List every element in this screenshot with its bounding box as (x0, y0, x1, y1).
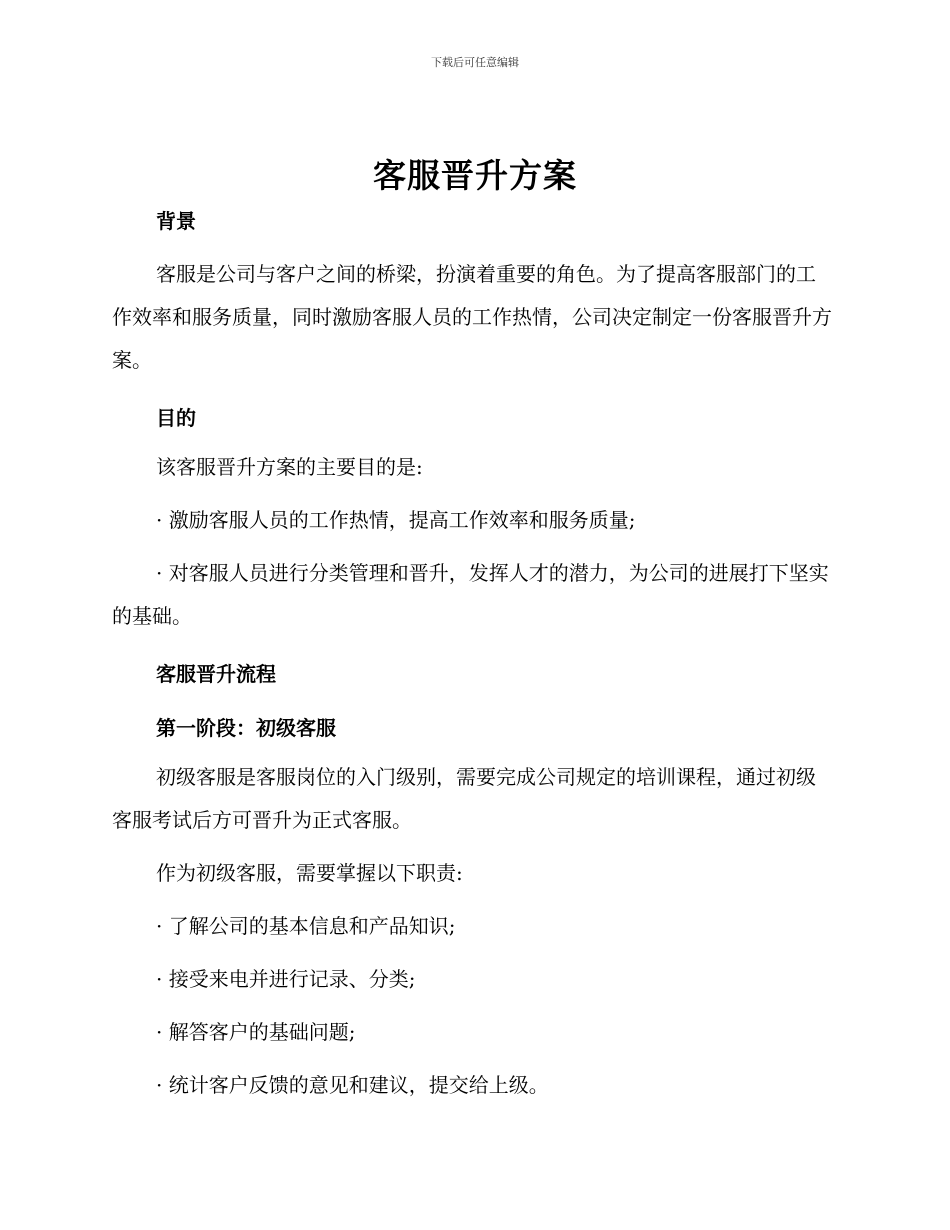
document-body (112, 203, 832, 1107)
heading-stage1: 第一阶段：初级客服 (156, 716, 336, 740)
paragraph-stage1: 初级客服是客服岗位的入门级别，需要完成公司规定的培训课程，通过初级客服考试后方可晋升为正式客服。 (112, 765, 816, 832)
list-item: · 对客服人员进行分类管理和晋升，发挥人才的潜力，为公司的进展打下坚实的基础。 (112, 561, 829, 628)
list-item: · 了解公司的基本信息和产品知识; (156, 914, 456, 938)
header-note: 下载后可任意编辑 (431, 56, 519, 69)
paragraph-purpose-intro: 该客服晋升方案的主要目的是: (156, 455, 423, 479)
list-item: · 接受来电并进行记录、分类; (156, 967, 416, 991)
list-item: · 激励客服人员的工作热情，提高工作效率和服务质量; (156, 508, 636, 532)
list-item: · 解答客户的基础问题; (156, 1020, 356, 1044)
heading-process: 客服晋升流程 (156, 662, 276, 686)
heading-purpose: 目的 (156, 406, 196, 430)
document-title: 客服晋升方案 (373, 156, 577, 195)
paragraph-background: 客服是公司与客户之间的桥梁，扮演着重要的角色。为了提高客服部门的工作效率和服务质量，同时激励客服人员的工作热情，公司决定制定一份客服晋升方案。 (112, 262, 832, 372)
paragraph-stage1-duties-intro: 作为初级客服，需要掌握以下职责: (156, 861, 463, 885)
list-item: · 统计客户反馈的意见和建议，提交给上级。 (156, 1073, 549, 1097)
heading-background: 背景 (156, 209, 196, 233)
